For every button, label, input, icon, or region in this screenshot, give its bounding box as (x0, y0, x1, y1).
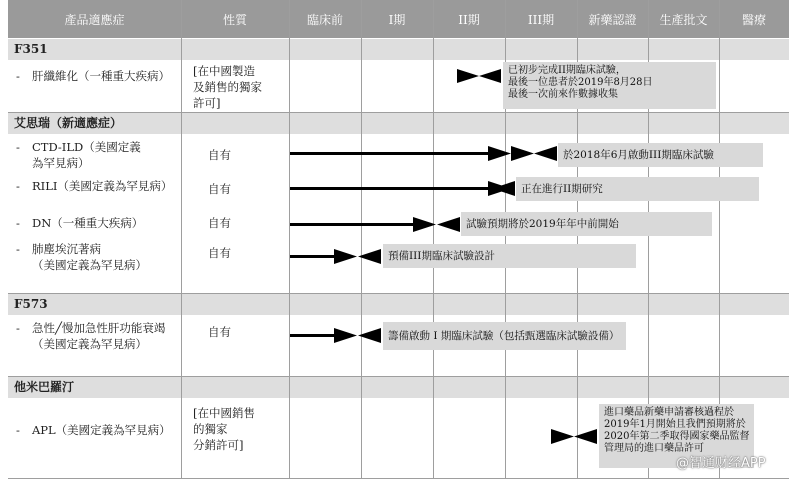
header-nature: 性質 (181, 0, 289, 38)
arrow-row-pneumoconiosis (290, 249, 381, 264)
indication-text: DN（一種重大疾病） (32, 216, 144, 230)
row-bullet: - (16, 216, 20, 230)
status-note: 已初步完成II期臨床試驗， 最後一位患者於2019年8月28日 最後一次前來作數據收集 (503, 62, 716, 109)
header-approval: 生產批文 (648, 0, 719, 38)
arrow-row-f351-liver-fibrosis (457, 69, 501, 83)
arrowhead (358, 249, 381, 264)
status-note: 於2018年6月啟動III期臨床試驗 (558, 143, 763, 167)
arrow-row-ctd-ild (290, 146, 557, 161)
row-bullet: - (16, 140, 20, 154)
header-indication: 產品適應症 (8, 0, 181, 38)
nature-text: 自有 (208, 216, 231, 230)
status-note: 正在進行II期研究 (516, 177, 759, 201)
arrow-shaft (290, 152, 490, 155)
nature-text: [在中國製造 及銷售的獨家 許可] (193, 64, 262, 110)
arrow-row-dn (290, 217, 460, 232)
indication-text: 肝纖維化（一種重大疾病） (32, 69, 170, 83)
arrow-row-apl (551, 429, 597, 444)
arrow-shaft (290, 223, 415, 226)
group-name-aisirui: 艾思瑞（新適應症） (14, 116, 123, 130)
row-bullet: - (16, 242, 20, 256)
group-name-f351: F351 (14, 42, 48, 56)
arrow-shaft (290, 255, 336, 258)
header-nda: 新藥認證 (577, 0, 648, 38)
indication-text: 急性╱慢加急性肝功能衰竭 （美國定義為罕見病） (32, 321, 166, 351)
header-phase2: II期 (433, 0, 505, 38)
arrow-row-liver-failure (290, 328, 381, 343)
arrowhead (511, 146, 534, 161)
arrowhead (479, 69, 501, 83)
row-bullet: - (16, 69, 20, 83)
arrowhead (551, 429, 574, 444)
arrowhead (437, 217, 460, 232)
indication-text: 肺塵埃沉著病 （美國定義為罕見病） (32, 242, 147, 272)
arrow-shaft (290, 334, 336, 337)
status-note: 進口藥品新藥申請審核過程於 2019年1月開始且我們預期將於 2020年第二季取得國家藥品監督 管理局的進口藥品許可 (599, 404, 754, 468)
arrowhead (488, 146, 511, 161)
nature-text: 自有 (208, 246, 231, 260)
arrowhead (413, 217, 436, 232)
arrow-row-rili (290, 181, 515, 196)
arrowhead (457, 69, 479, 83)
indication-text: CTD-ILD（美國定義 為罕見病） (32, 140, 141, 170)
row-bullet: - (16, 179, 20, 193)
indication-text: RILI（美國定義為罕見病） (32, 179, 173, 193)
header-phase3: III期 (505, 0, 577, 38)
nature-text: 自有 (208, 182, 231, 196)
arrowhead (574, 429, 597, 444)
arrowhead (358, 328, 381, 343)
group-name-tamibarotene: 他米巴羅汀 (14, 380, 75, 394)
row-bullet: - (16, 321, 20, 335)
arrowhead (492, 181, 515, 196)
header-preclinical: 臨床前 (289, 0, 361, 38)
watermark: @智通财经APP (676, 456, 766, 471)
nature-text: 自有 (208, 148, 231, 162)
arrow-shaft (290, 187, 489, 190)
arrowhead (334, 249, 357, 264)
header-phase1: I期 (361, 0, 433, 38)
row-bullet: - (16, 423, 20, 437)
header-insurance: 醫療 (719, 0, 789, 38)
arrowhead (534, 146, 557, 161)
nature-text: [在中國銷售 的獨家 分銷許可] (193, 406, 255, 452)
nature-text: 自有 (208, 325, 231, 339)
arrowhead (334, 328, 357, 343)
status-note: 預備III期臨床試驗設計 (383, 244, 636, 268)
indication-text: APL（美國定義為罕見病） (32, 423, 171, 437)
status-note: 試驗預期將於2019年年中前開始 (461, 212, 712, 236)
group-name-f573: F573 (14, 297, 48, 311)
status-note: 籌備啟動 I 期臨床試驗（包括甄選臨床試驗設備） (383, 322, 626, 350)
